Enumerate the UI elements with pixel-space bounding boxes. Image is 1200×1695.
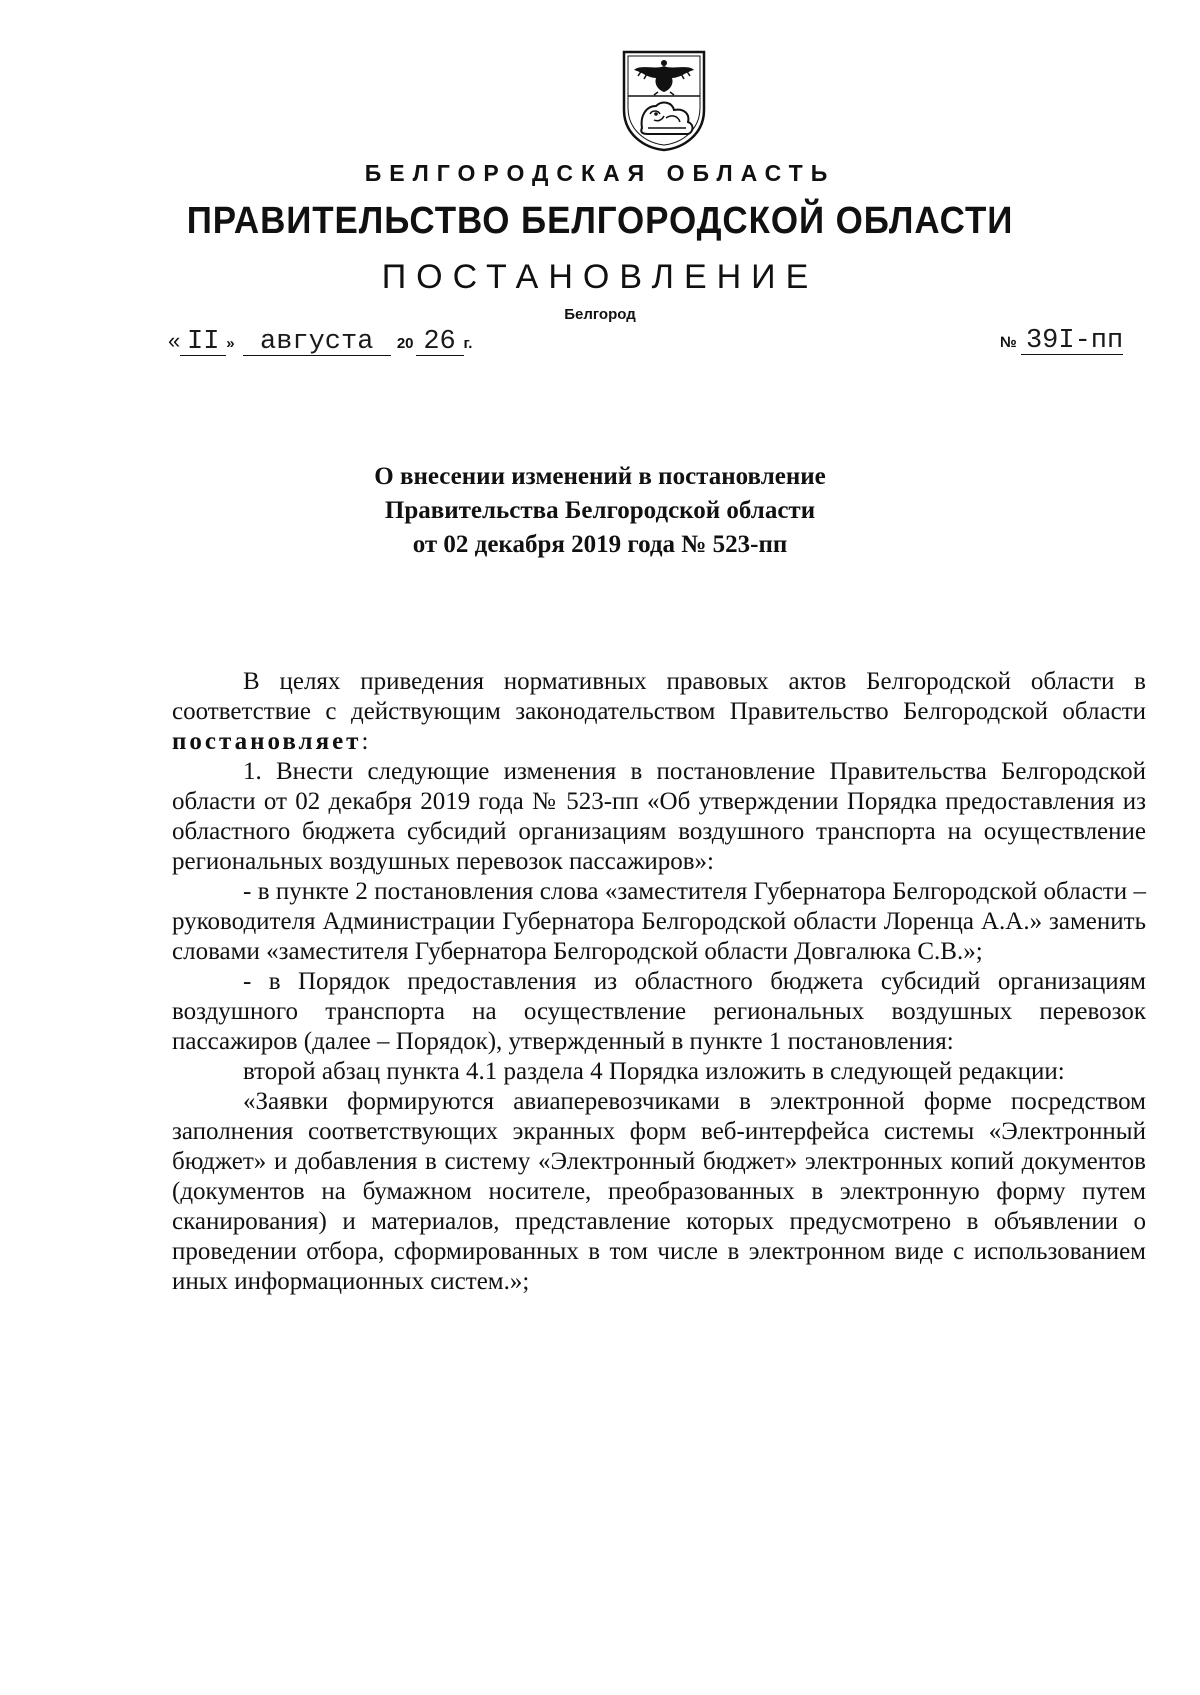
open-quote: « bbox=[168, 328, 181, 353]
title-line-1: О внесении изменений в постановление bbox=[374, 463, 826, 490]
date-line bbox=[168, 328, 472, 356]
preamble-text: В целях приведения нормативных правовых актов Белгородской области в соответствие с действующим законодательством Правительство Белгородской области bbox=[172, 668, 1146, 725]
document-body bbox=[172, 667, 1146, 1297]
document-type: ПОСТАНОВЛЕНИЕ bbox=[381, 258, 819, 296]
year-mark: г. bbox=[463, 335, 473, 352]
paragraph-preamble bbox=[172, 667, 1146, 757]
date-day: II bbox=[180, 329, 226, 356]
date-month: августа bbox=[243, 329, 391, 356]
region-name: БЕЛГОРОДСКАЯ ОБЛАСТЬ bbox=[364, 160, 836, 186]
government-name: ПРАВИТЕЛЬСТВО БЕЛГОРОДСКОЙ ОБЛАСТИ bbox=[186, 200, 1014, 242]
paragraph-item-1-sub-1: - в пункте 2 постановления слова «заместителя Губернатора Белгородской области – руководителя Администрации Губернатора Белгородской области Лоренца А.А.» заменить словами «заместителя Губернатора Белгородской области Довгалюка С.В.»; bbox=[172, 878, 1146, 965]
paragraph-item-1-sub-2: - в Порядок предоставления из областного бюджета субсидий организациям воздушного транспорта на осуществление региональных воздушных перевозок пассажиров (далее – Порядок), утвержденный в пункте 1 постановления: bbox=[172, 968, 1146, 1055]
preamble-colon: : bbox=[361, 728, 369, 755]
year-prefix: 20 bbox=[396, 335, 414, 352]
title-line-2: Правительства Белгородской области bbox=[384, 497, 816, 524]
coat-of-arms-icon bbox=[618, 48, 710, 152]
paragraph-item-1-sub-3: второй абзац пункта 4.1 раздела 4 Порядка изложить в следующей редакции: bbox=[243, 1058, 1065, 1085]
paragraph-item-1: 1. Внести следующие изменения в постановление Правительства Белгородской области от 02 декабря 2019 года № 523-пп «Об утверждении Порядка предоставления из областного бюджета субсидий организациям воздушного транспорта на осуществление региональных воздушных перевозок пассажиров»: bbox=[172, 758, 1146, 875]
title-line-3: от 02 декабря 2019 года № 523-пп bbox=[412, 531, 788, 558]
document-number: 39I-пп bbox=[1021, 328, 1123, 355]
number-label: № bbox=[1000, 334, 1017, 351]
document-title bbox=[0, 460, 1200, 562]
close-quote: » bbox=[226, 335, 235, 352]
decides-word: постановляет bbox=[172, 728, 362, 755]
date-year: 26 bbox=[416, 329, 464, 356]
document-number-line bbox=[1000, 328, 1123, 355]
city-name: Белгород bbox=[564, 306, 636, 323]
paragraph-quoted-text: «Заявки формируются авиаперевозчиками в электронной форме посредством заполнения соответствующих экранных форм веб-интерфейса системы «Электронный бюджет» и добавления в систему «Электронный бюджет» электронных копий документов (документов на бумажном носителе, преобразованных в электронную форму путем сканирования) и материалов, представление которых предусмотрено в объявлении о проведении отбора, сформированных в том числе в электронном виде с использованием иных информационных систем.»; bbox=[172, 1088, 1146, 1295]
